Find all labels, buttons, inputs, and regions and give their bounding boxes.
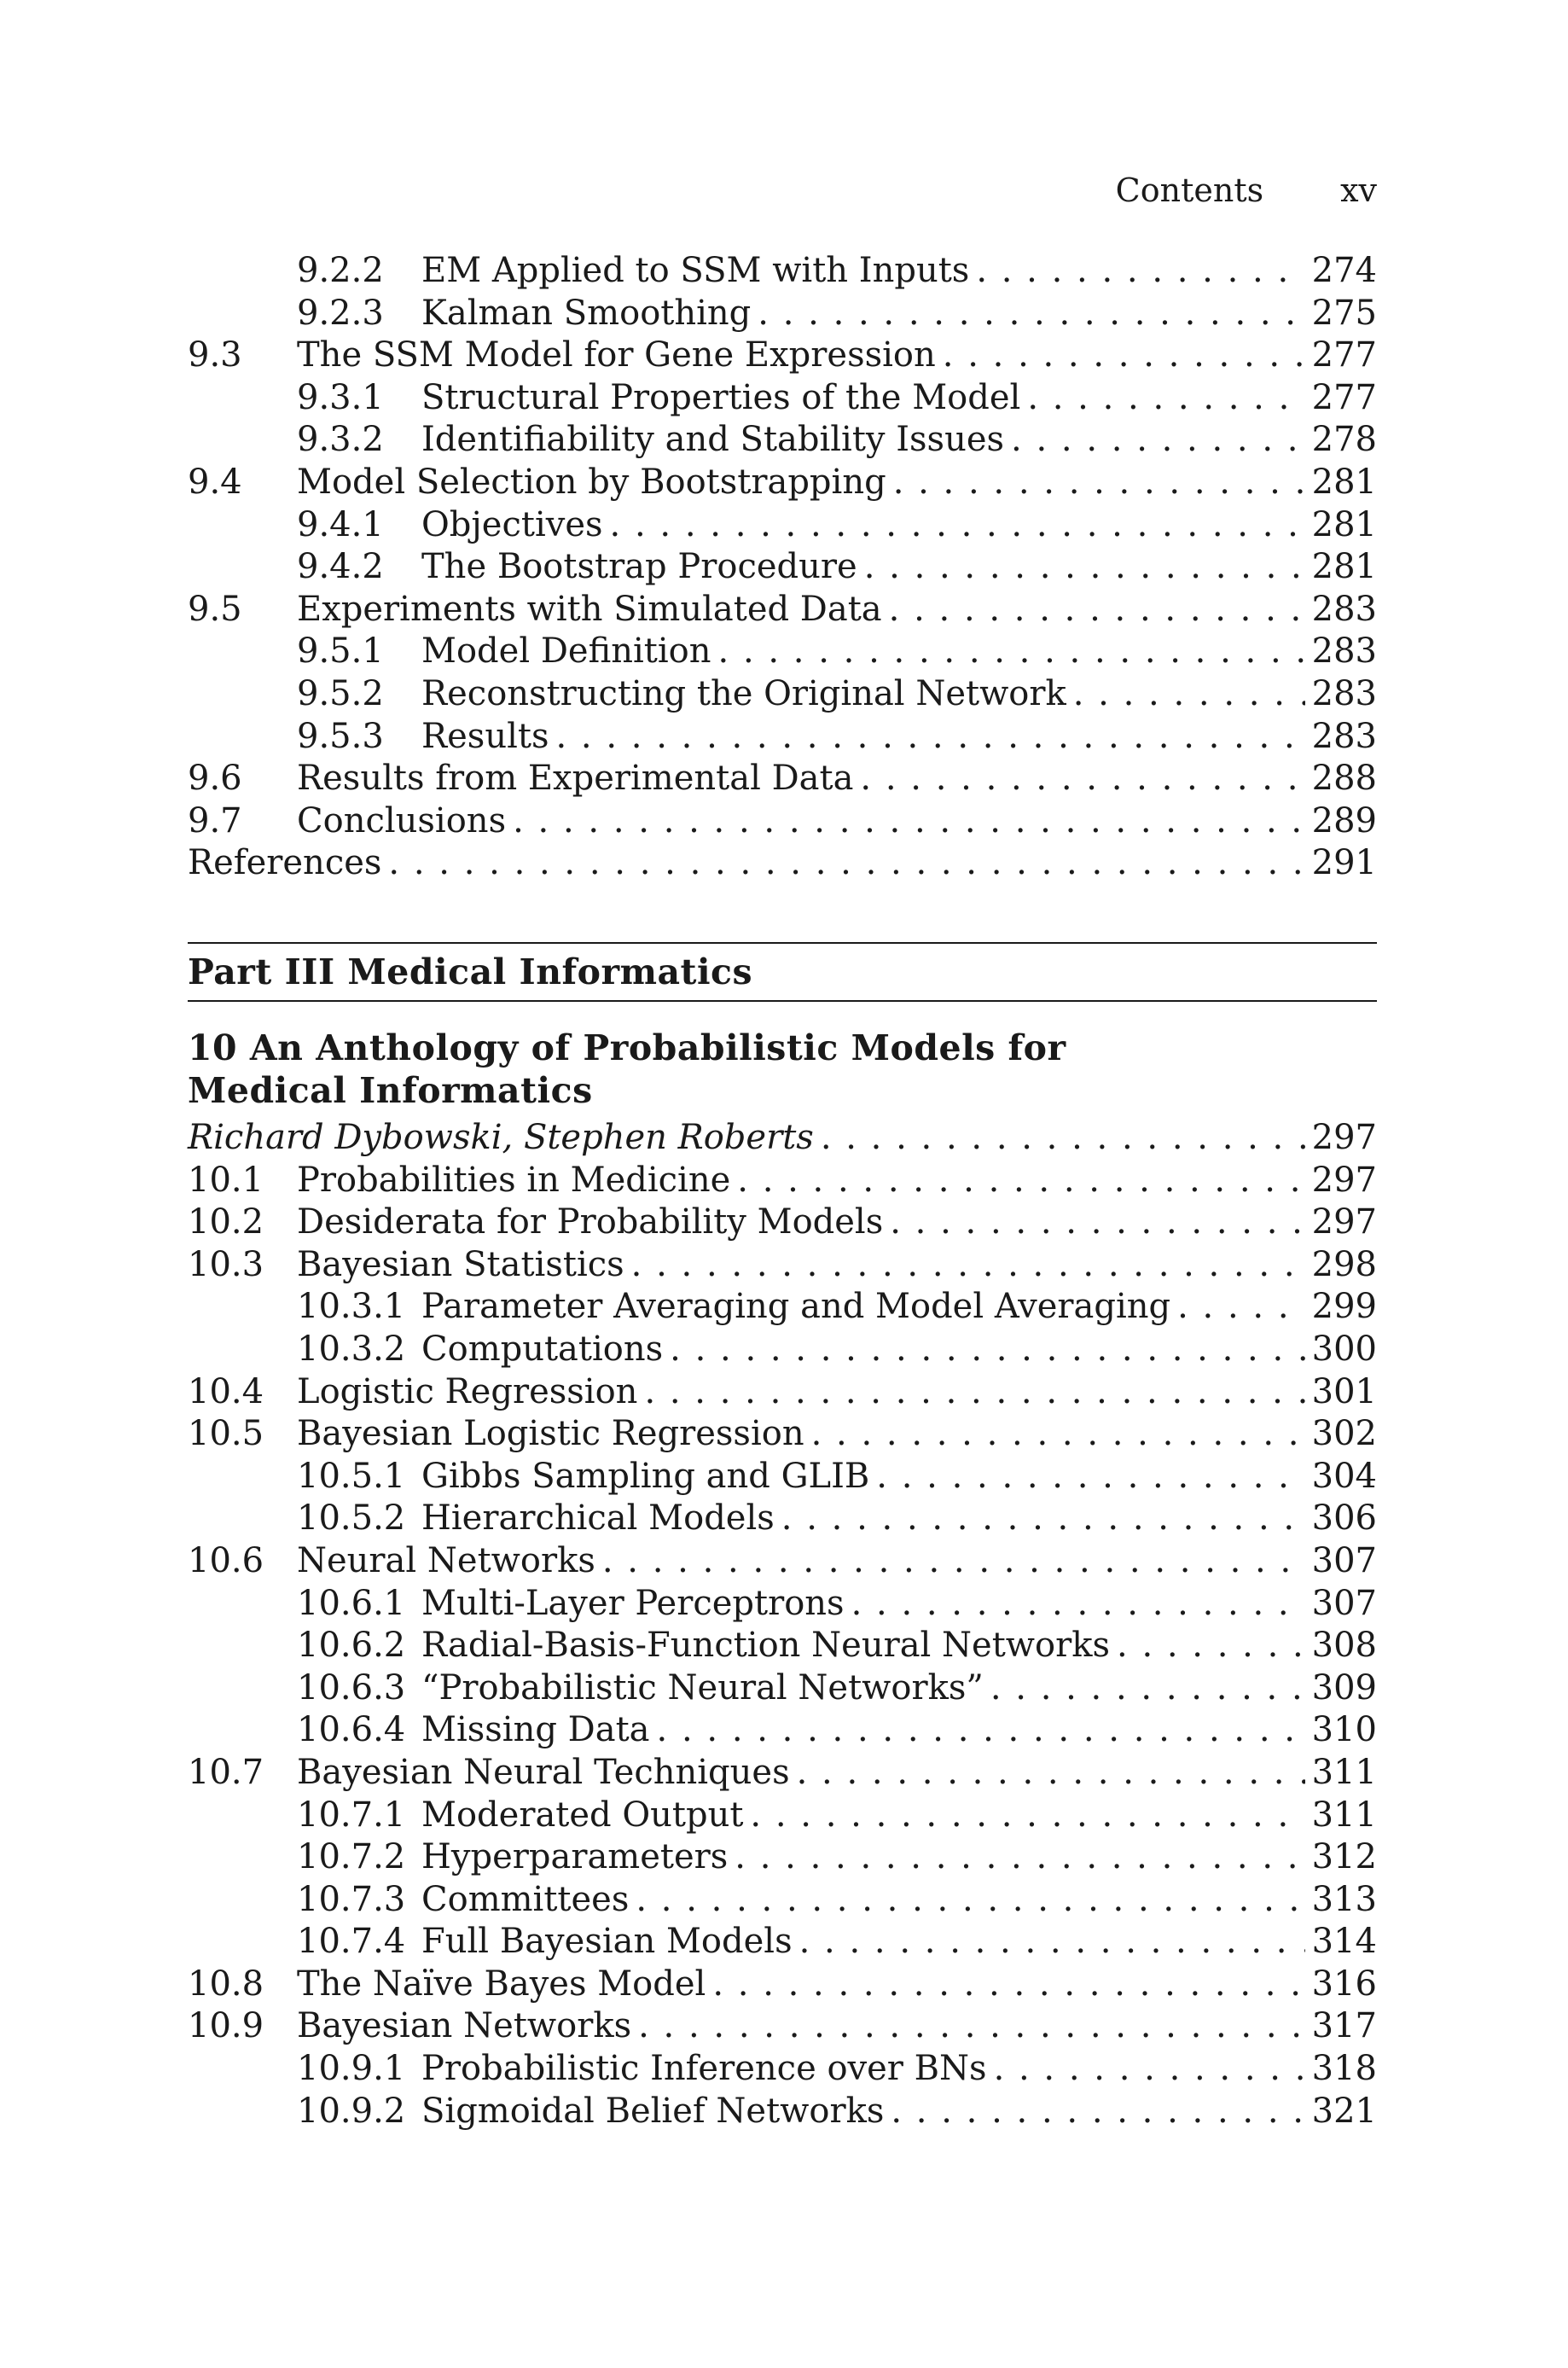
- toc-title: Radial-Basis-Function Neural Networks: [421, 1626, 1111, 1666]
- toc-page: 299: [1311, 1287, 1377, 1327]
- toc-entry[interactable]: [188, 1921, 1377, 1964]
- toc-number: 10.3.1: [297, 1287, 406, 1327]
- toc-entry[interactable]: [188, 1286, 1377, 1329]
- toc-number: 10.7.3: [297, 1879, 406, 1919]
- dot-leader: [864, 546, 1305, 589]
- toc-page: 289: [1311, 800, 1377, 841]
- toc-page: 300: [1311, 1329, 1377, 1369]
- toc-title: Bayesian Statistics: [297, 1244, 624, 1284]
- toc-entry[interactable]: [188, 1160, 1377, 1202]
- toc-number: 10.3.2: [297, 1329, 406, 1369]
- toc-page: 321: [1311, 2091, 1377, 2131]
- toc-title: The Naïve Bayes Model: [297, 1964, 706, 2004]
- toc-title: The SSM Model for Gene Expression: [297, 335, 936, 375]
- toc-entry[interactable]: [188, 589, 1377, 631]
- toc-page: 312: [1311, 1837, 1377, 1877]
- dot-leader: [513, 800, 1305, 843]
- dot-leader: [737, 1160, 1304, 1202]
- toc-entry[interactable]: [188, 842, 1377, 885]
- toc-entry[interactable]: [188, 673, 1377, 716]
- toc-page: 302: [1311, 1414, 1377, 1454]
- toc-number: 9.3.1: [297, 377, 384, 417]
- toc-entry[interactable]: [188, 504, 1377, 547]
- toc-entry[interactable]: [188, 1201, 1377, 1244]
- toc-entry[interactable]: [188, 1709, 1377, 1752]
- toc-entry[interactable]: [188, 335, 1377, 377]
- toc-page: 288: [1311, 759, 1377, 799]
- toc-number: 10.6.1: [297, 1583, 406, 1623]
- toc-entry[interactable]: [188, 716, 1377, 759]
- toc-entry[interactable]: [188, 1752, 1377, 1795]
- toc-entry[interactable]: [188, 1456, 1377, 1498]
- toc-page: 314: [1311, 1922, 1377, 1962]
- toc-number: 9.3: [188, 335, 242, 375]
- toc-entry[interactable]: [188, 250, 1377, 293]
- toc-page: 310: [1311, 1710, 1377, 1750]
- toc-page: 281: [1311, 504, 1377, 544]
- toc-title: Moderated Output: [421, 1795, 744, 1835]
- toc-title: Desiderata for Probability Models: [297, 1202, 884, 1242]
- toc-entry[interactable]: [188, 1413, 1377, 1456]
- toc-entry[interactable]: [188, 1625, 1377, 1667]
- toc-title: Committees: [421, 1879, 630, 1919]
- toc-title: Identifiability and Stability Issues: [421, 420, 1005, 460]
- toc-page: 274: [1311, 251, 1377, 290]
- chapter-author-entry[interactable]: [188, 1117, 1377, 1160]
- page-number: xv: [1340, 172, 1377, 209]
- toc-page: 306: [1311, 1498, 1377, 1539]
- toc-number: 10.7.2: [297, 1837, 406, 1877]
- toc-entry[interactable]: [188, 1371, 1377, 1414]
- dot-leader: [990, 1667, 1305, 1710]
- toc-title: Probabilistic Inference over BNs: [421, 2049, 987, 2089]
- toc-entry[interactable]: [188, 1244, 1377, 1287]
- toc-number: 10.9: [188, 2006, 264, 2046]
- toc-number: 10.2: [188, 1202, 264, 1242]
- toc-page: 311: [1311, 1795, 1377, 1835]
- toc-entry[interactable]: [188, 1836, 1377, 1879]
- dot-leader: [758, 293, 1304, 335]
- dot-leader: [657, 1709, 1305, 1752]
- toc-entry[interactable]: [188, 293, 1377, 335]
- dot-leader: [891, 2091, 1304, 2133]
- toc-number: 9.7: [188, 800, 242, 841]
- toc-title: Results: [421, 716, 549, 756]
- toc-page: 283: [1311, 716, 1377, 756]
- toc-entry[interactable]: [188, 546, 1377, 589]
- toc-title: Logistic Regression: [297, 1371, 638, 1411]
- toc-entry[interactable]: [188, 1540, 1377, 1583]
- dot-leader: [388, 842, 1304, 885]
- dot-leader: [1073, 673, 1305, 716]
- dot-leader: [1177, 1286, 1305, 1329]
- dot-leader: [636, 1879, 1304, 1922]
- toc-page: 278: [1311, 420, 1377, 460]
- toc-title: Neural Networks: [297, 1540, 595, 1580]
- toc-number: 9.6: [188, 759, 242, 799]
- toc-page: 297: [1311, 1160, 1377, 1200]
- toc-page: 283: [1311, 673, 1377, 713]
- dot-leader: [712, 1964, 1304, 2006]
- toc-page: 281: [1311, 462, 1377, 502]
- toc-title: Missing Data: [421, 1710, 650, 1750]
- dot-leader: [889, 589, 1305, 631]
- toc-title: Experiments with Simulated Data: [297, 589, 882, 629]
- toc-entry[interactable]: [188, 2005, 1377, 2048]
- dot-leader: [994, 2048, 1305, 2091]
- toc-number: 10.6.2: [297, 1626, 406, 1666]
- dot-leader: [638, 2005, 1305, 2048]
- toc-page: 304: [1311, 1456, 1377, 1496]
- toc-entry[interactable]: [188, 2048, 1377, 2091]
- toc-page: 318: [1311, 2049, 1377, 2089]
- toc-title: Conclusions: [297, 800, 507, 841]
- toc-page: 275: [1311, 293, 1377, 333]
- toc-title: Sigmoidal Belief Networks: [421, 2091, 885, 2131]
- toc-number: 10.7.4: [297, 1922, 406, 1962]
- dot-leader: [670, 1329, 1304, 1371]
- toc-page: 291: [1311, 843, 1377, 883]
- toc-page: 313: [1311, 1879, 1377, 1919]
- dot-leader: [644, 1371, 1304, 1414]
- toc-entry[interactable]: [188, 1583, 1377, 1626]
- toc-title: Model Selection by Bootstrapping: [297, 462, 886, 502]
- toc-number: 9.3.2: [297, 420, 384, 460]
- dot-leader: [750, 1795, 1304, 1837]
- part-title: Part III Medical Informatics: [188, 951, 753, 992]
- toc-entry[interactable]: [188, 2091, 1377, 2133]
- toc-title: Model Definition: [421, 631, 711, 672]
- toc-title: Multi-Layer Perceptrons: [421, 1583, 845, 1623]
- toc-entry[interactable]: [188, 1879, 1377, 1922]
- toc-page: 283: [1311, 589, 1377, 629]
- dot-leader: [1027, 377, 1304, 420]
- toc-number: 10.6.3: [297, 1667, 406, 1708]
- dot-leader: [1117, 1625, 1305, 1667]
- toc-entry[interactable]: [188, 800, 1377, 843]
- toc-number: 10.9.1: [297, 2049, 406, 2089]
- toc-number: 9.5.3: [297, 716, 384, 756]
- toc-number: 10.1: [188, 1160, 264, 1200]
- toc-number: 10.7.1: [297, 1795, 406, 1835]
- toc-title: Hierarchical Models: [421, 1498, 775, 1539]
- toc-number: 10.5: [188, 1414, 264, 1454]
- toc-title: EM Applied to SSM with Inputs: [421, 251, 970, 290]
- toc-entry[interactable]: [188, 1329, 1377, 1371]
- toc-page: 297: [1311, 1202, 1377, 1242]
- toc-entry[interactable]: [188, 377, 1377, 420]
- toc-page: 308: [1311, 1626, 1377, 1666]
- dot-leader: [602, 1540, 1305, 1583]
- toc-title: Structural Properties of the Model: [421, 377, 1021, 417]
- toc-title: Objectives: [421, 504, 603, 544]
- toc-title: Kalman Smoothing: [421, 293, 752, 333]
- toc-entry[interactable]: [188, 1667, 1377, 1710]
- dot-leader: [860, 758, 1304, 800]
- toc-title: Parameter Averaging and Model Averaging: [421, 1287, 1171, 1327]
- toc-entry[interactable]: [188, 1498, 1377, 1540]
- toc-title: “Probabilistic Neural Networks”: [421, 1667, 984, 1708]
- running-header: [188, 171, 1377, 210]
- toc-number: 9.4: [188, 462, 242, 502]
- toc-number: 9.5.2: [297, 673, 384, 713]
- toc-title: Probabilities in Medicine: [297, 1160, 731, 1200]
- toc-number: 10.4: [188, 1371, 264, 1411]
- toc-number: 9.2.3: [297, 293, 384, 333]
- dot-leader: [718, 631, 1305, 673]
- toc-number: 9.5.1: [297, 631, 384, 672]
- dot-leader: [811, 1413, 1305, 1456]
- toc-title: Bayesian Networks: [297, 2006, 632, 2046]
- toc-entry[interactable]: [188, 1795, 1377, 1837]
- toc-number: 9.4.2: [297, 547, 384, 587]
- toc-number: 10.7: [188, 1752, 264, 1792]
- toc-entry[interactable]: [188, 758, 1377, 800]
- toc-entry[interactable]: [188, 631, 1377, 673]
- toc-page: 277: [1311, 335, 1377, 375]
- part-rule-bottom: [188, 1000, 1377, 1002]
- toc-number: 9.4.1: [297, 504, 384, 544]
- running-header-title: Contents: [1115, 172, 1264, 209]
- toc-number: 10.3: [188, 1244, 264, 1284]
- toc-page: 311: [1311, 1752, 1377, 1792]
- toc-title: Reconstructing the Original Network: [421, 673, 1066, 713]
- toc-number: 10.5.1: [297, 1456, 406, 1496]
- dot-leader: [799, 1921, 1305, 1964]
- toc-page: 301: [1311, 1371, 1377, 1411]
- toc-entry[interactable]: [188, 419, 1377, 462]
- toc-title: Full Bayesian Models: [421, 1922, 793, 1962]
- chapter-authors: Richard Dybowski, Stephen Roberts: [188, 1118, 814, 1157]
- dot-leader: [631, 1244, 1305, 1287]
- toc-number: 10.6.4: [297, 1710, 406, 1750]
- toc-title: Computations: [421, 1329, 664, 1369]
- toc-number: 10.9.2: [297, 2091, 406, 2131]
- dot-leader: [893, 462, 1305, 504]
- toc-entry[interactable]: [188, 462, 1377, 504]
- dot-leader: [555, 716, 1304, 759]
- dot-leader: [890, 1201, 1304, 1244]
- part-rule-top: [188, 942, 1377, 944]
- dot-leader: [821, 1117, 1305, 1160]
- toc-section-chapter-10: [188, 1117, 1377, 2132]
- toc-page: 307: [1311, 1540, 1377, 1580]
- toc-title: Hyperparameters: [421, 1837, 729, 1877]
- dot-leader: [610, 504, 1305, 547]
- toc-number: 9.5: [188, 589, 242, 629]
- toc-page: 277: [1311, 377, 1377, 417]
- toc-number: 10.8: [188, 1964, 264, 2004]
- toc-number: 10.6: [188, 1540, 264, 1580]
- toc-page: 307: [1311, 1583, 1377, 1623]
- toc-page: 283: [1311, 631, 1377, 672]
- toc-number: 9.2.2: [297, 251, 384, 290]
- toc-page: 316: [1311, 1964, 1377, 2004]
- toc-entry[interactable]: [188, 1964, 1377, 2006]
- toc-number: 10.5.2: [297, 1498, 406, 1539]
- toc-title: Gibbs Sampling and GLIB: [421, 1456, 870, 1496]
- chapter-title: 10 An Anthology of Probabilistic Models for Medical Informatics: [188, 1027, 1066, 1111]
- dot-leader: [797, 1752, 1305, 1795]
- toc-section-chapter-9: [188, 250, 1377, 885]
- dot-leader: [943, 335, 1305, 377]
- toc-title: Bayesian Neural Techniques: [297, 1752, 790, 1792]
- toc-page: 309: [1311, 1667, 1377, 1708]
- dot-leader: [735, 1836, 1304, 1879]
- toc-page: 281: [1311, 547, 1377, 587]
- toc-title: Bayesian Logistic Regression: [297, 1414, 804, 1454]
- dot-leader: [781, 1498, 1305, 1540]
- dot-leader: [1011, 419, 1305, 462]
- toc-title: References: [188, 843, 382, 883]
- toc-page: 317: [1311, 2006, 1377, 2046]
- toc-title: The Bootstrap Procedure: [421, 547, 857, 587]
- dot-leader: [876, 1456, 1304, 1498]
- dot-leader: [851, 1583, 1305, 1626]
- toc-title: Results from Experimental Data: [297, 759, 854, 799]
- toc-page: 298: [1311, 1244, 1377, 1284]
- toc-page: 297: [1311, 1118, 1377, 1157]
- dot-leader: [976, 250, 1304, 293]
